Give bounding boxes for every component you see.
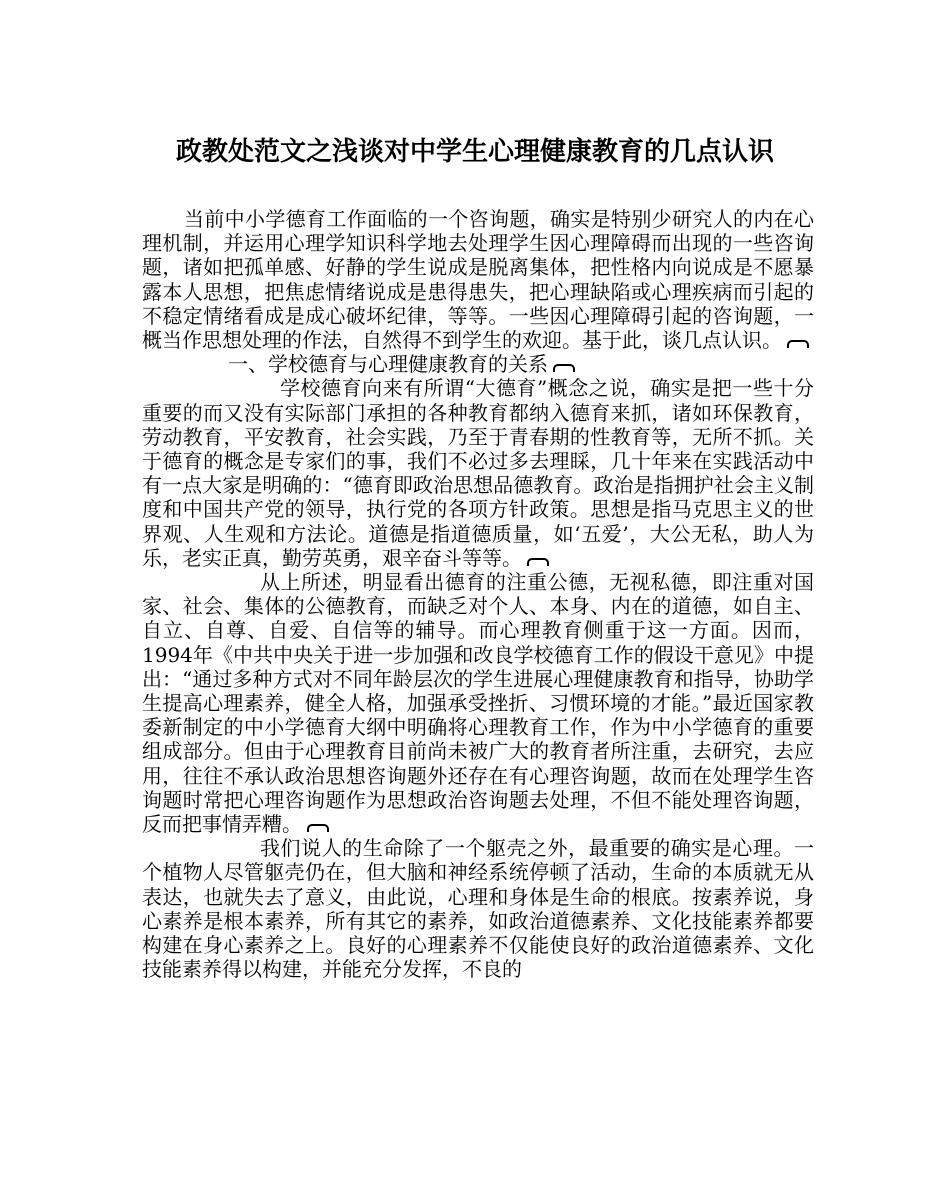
paragraph-mark-icon: [527, 558, 549, 566]
heading-text: 一、学校德育与心理健康教育的关系: [228, 352, 548, 377]
paragraph-moral-education-concept: [142, 376, 814, 570]
section-heading: [142, 352, 814, 376]
paragraph-text: 当前中小学德育工作面临的一个咨询题，确实是特别少研究人的内在心理机制，并运用心理学知识科学地去处理学生因心理障碍而出现的一些咨询题，诸如把孤单感、好静的学生说成是脱离集体，把性格内向说成是不愿暴露本人思想，把焦虑情绪说成是患得患失，把心理缺陷或心理疾病而引起的不稳定情绪看成是成心破坏纪律，等等。一些因心理障碍引起的咨询题，一概当作思想处理的作法，自然得不到学生的欢迎。基于此，谈几点认识。: [142, 207, 814, 353]
document-title: 政教处范文之浅谈对中学生心理健康教育的几点认识: [175, 137, 774, 167]
paragraph-text: 从上所述，明显看出德育的注重公德，无视私德，即注重对国家、社会、集体的公德教育，而缺乏对个人、本身、内在的道德，如自主、自立、自尊、自爱、自信等的辅导。而心理教育侧重于这一方面。因而，1994年《中共中央关于进一步加强和改良学校德育工作的假设干意见》中提出：“通过多种方式对不同年龄层次的学生进展心理健康教育和指导，协助学生提高心理素养，健全人格，加强承受挫折、习惯环境的才能。”最近国家教委新制定的中小学德育大纲中明确将心理教育工作，作为中小学德育的重要组成部分。但由于心理教育目前尚未被广大的教育者所注重，去研究，去应用，往往不承认政治思想咨询题外还存在有心理咨询题，故而在处理学生咨询题时常把心理咨询题作为思想政治咨询题去处理，不但不能处理咨询题，反而把事情弄糟。: [142, 570, 814, 837]
paragraph-mark-icon: [553, 364, 575, 372]
document-body: [142, 207, 814, 982]
paragraph-life-and-psychology: [142, 836, 814, 981]
paragraph-text: 我们说人的生命除了一个躯壳之外，最重要的确实是心理。一个植物人尽管躯壳仍在，但大脑和神经系统停顿了活动，生命的本质就无从表达，也就失去了意义，由此说，心理和身体是生命的根底。按素养说，身心素养是根本素养，所有其它的素养，如政治道德素养、文化技能素养都要构建在身心素养之上。良好的心理素养不仅能使良好的政治道德素养、文化技能素养得以构建，并能充分发挥，不良的: [142, 836, 814, 982]
paragraph-text: 学校德育向来有所谓“大德育”概念之说，确实是把一些十分重要的而又没有实际部门承担的各种教育都纳入德育来抓，诸如环保教育，劳动教育，平安教育，社会实践，乃至于青春期的性教育等，无所不抓。关于德育的概念是专家们的事，我们不必过多去理睬，几十年来在实践活动中有一点大家是明确的：“德育即政治思想品德教育。政治是指拥护社会主义制度和中国共产党的领导，执行党的各项方针政策。思想是指马克思主义的世界观、人生观和方法论。道德是指道德质量，如‘五爱’，大公无私，助人为乐，老实正真，勤劳英勇，艰辛奋斗等等。: [142, 376, 814, 570]
paragraph-mark-icon: [787, 340, 809, 348]
paragraph-public-private-morality: [142, 570, 814, 836]
paragraph-intro: [142, 207, 814, 352]
paragraph-mark-icon: [307, 824, 329, 832]
